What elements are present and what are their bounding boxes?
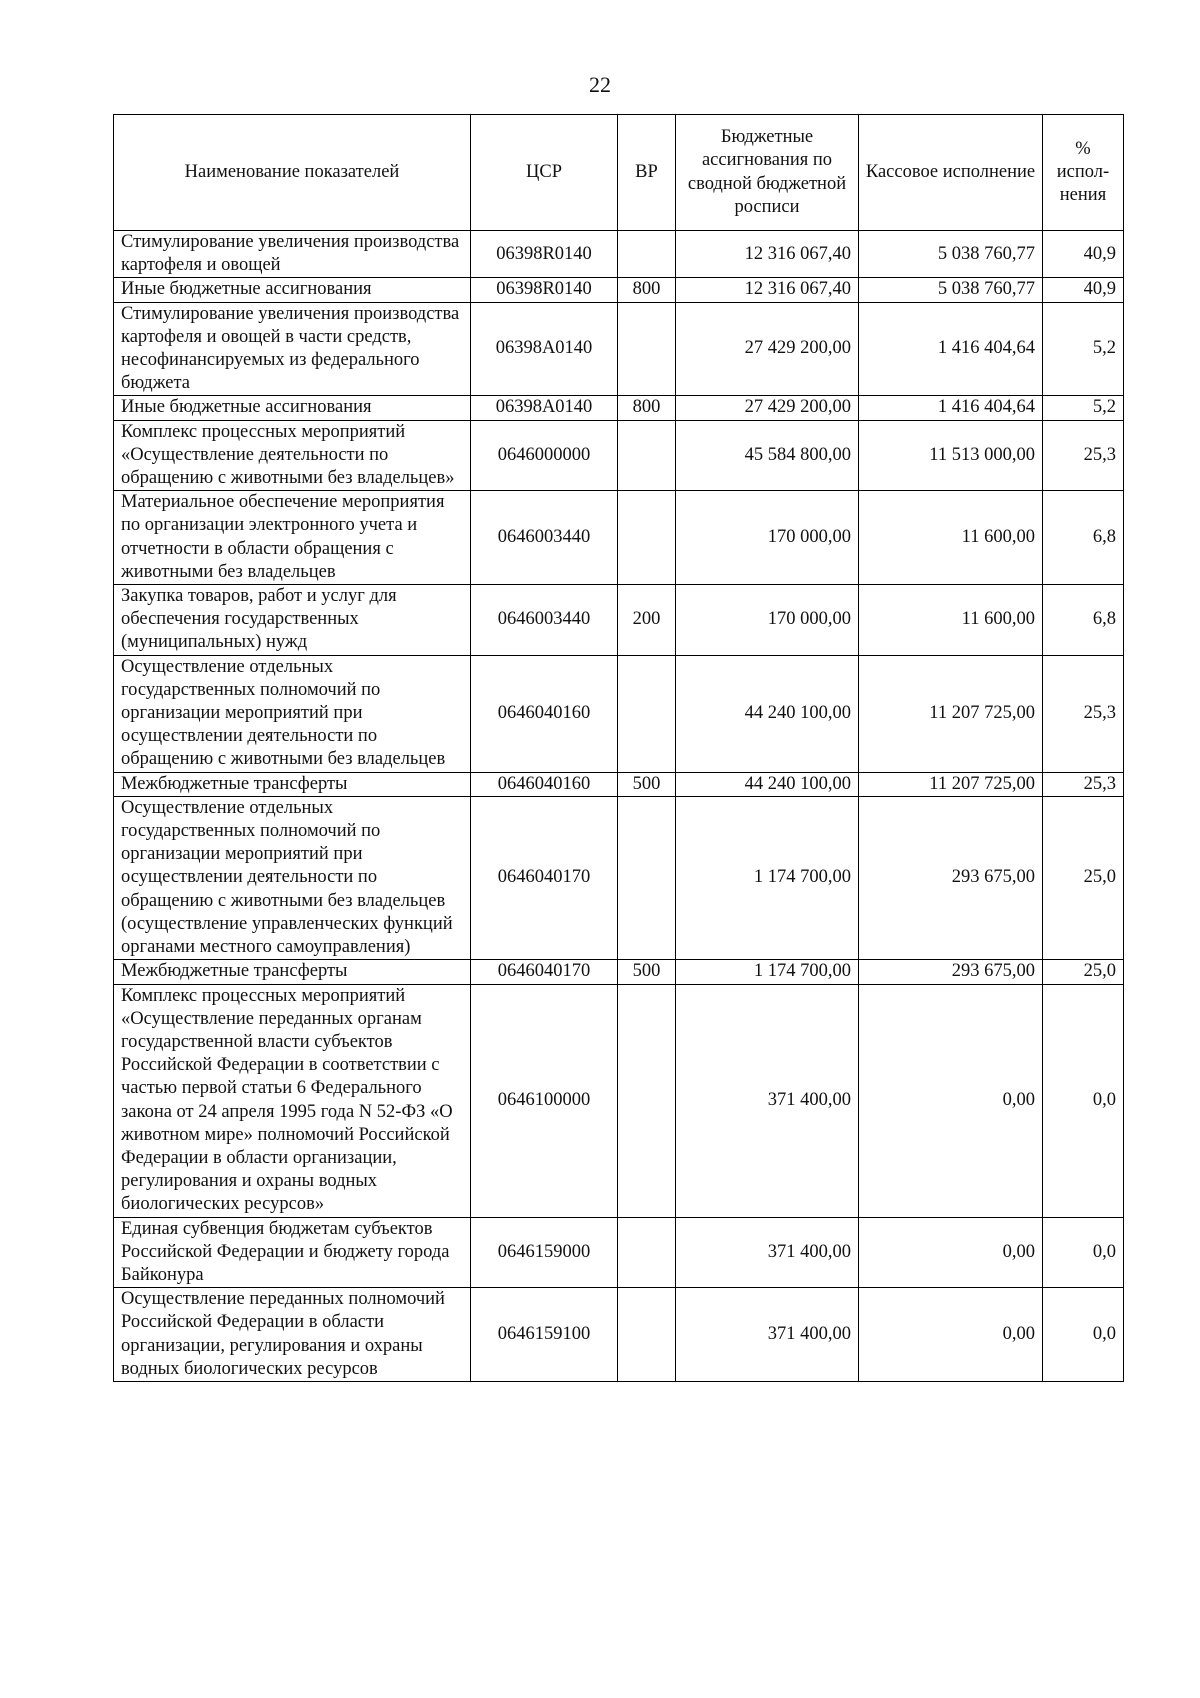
row-vr xyxy=(618,796,676,959)
header-vr: ВР xyxy=(618,115,676,231)
row-vr: 800 xyxy=(618,396,676,420)
header-allocations: Бюджетные ассигнования по сводной бюджетной росписи xyxy=(676,115,859,231)
table-row xyxy=(114,1288,1124,1382)
row-name: Осуществление отдельных государственных полномочий по организации мероприятий при осуществлении деятельности по обращению с животными без владельцев (осуществление управленческих функций органами местного самоуправления) xyxy=(114,796,471,959)
row-vr xyxy=(618,491,676,585)
table-row xyxy=(114,491,1124,585)
row-csr: 0646040170 xyxy=(471,960,618,984)
row-name: Осуществление отдельных государственных полномочий по организации мероприятий при осуществлении деятельности по обращению с животными без владельцев xyxy=(114,655,471,772)
row-percent: 25,0 xyxy=(1043,960,1124,984)
table-row xyxy=(114,396,1124,420)
row-execution: 1 416 404,64 xyxy=(859,396,1043,420)
table-row xyxy=(114,231,1124,278)
row-csr: 0646000000 xyxy=(471,420,618,491)
row-name: Материальное обеспечение мероприятия по организации электронного учета и отчетности в области обращения с животными без владельцев xyxy=(114,491,471,585)
row-execution: 0,00 xyxy=(859,1217,1043,1288)
row-name: Осуществление переданных полномочий Российской Федерации в области организации, регулирования и охраны водных биологических ресурсов xyxy=(114,1288,471,1382)
row-csr: 0646040170 xyxy=(471,796,618,959)
row-csr: 06398A0140 xyxy=(471,302,618,396)
row-vr: 200 xyxy=(618,585,676,656)
row-execution: 1 416 404,64 xyxy=(859,302,1043,396)
row-percent: 0,0 xyxy=(1043,984,1124,1217)
row-csr: 06398A0140 xyxy=(471,396,618,420)
budget-execution-table xyxy=(113,114,1124,1382)
row-allocations: 371 400,00 xyxy=(676,984,859,1217)
row-execution: 11 207 725,00 xyxy=(859,772,1043,796)
row-execution: 11 600,00 xyxy=(859,585,1043,656)
row-percent: 6,8 xyxy=(1043,585,1124,656)
row-allocations: 44 240 100,00 xyxy=(676,655,859,772)
row-name: Иные бюджетные ассигнования xyxy=(114,278,471,302)
table-row xyxy=(114,1217,1124,1288)
row-percent: 25,3 xyxy=(1043,655,1124,772)
row-name: Стимулирование увеличения производства картофеля и овощей в части средств, несофинансируемых из федерального бюджета xyxy=(114,302,471,396)
header-execution: Кассовое исполнение xyxy=(859,115,1043,231)
header-csr: ЦСР xyxy=(471,115,618,231)
row-vr: 800 xyxy=(618,278,676,302)
row-percent: 25,3 xyxy=(1043,420,1124,491)
row-name: Комплекс процессных мероприятий «Осуществление переданных органам государственной власти субъектов Российской Федерации в соответствии с частью первой статьи 6 Федерального закона от 24 апреля 1995 года N 52-ФЗ «О животном мире» полномочий Российской Федерации в области организации, регулирования и охраны водных биологических ресурсов» xyxy=(114,984,471,1217)
row-allocations: 170 000,00 xyxy=(676,585,859,656)
table-row xyxy=(114,278,1124,302)
row-execution: 293 675,00 xyxy=(859,960,1043,984)
row-execution: 5 038 760,77 xyxy=(859,231,1043,278)
row-execution: 11 207 725,00 xyxy=(859,655,1043,772)
row-allocations: 1 174 700,00 xyxy=(676,796,859,959)
header-name: Наименование показателей xyxy=(114,115,471,231)
row-name: Межбюджетные трансферты xyxy=(114,772,471,796)
row-vr: 500 xyxy=(618,960,676,984)
row-execution: 11 600,00 xyxy=(859,491,1043,585)
row-vr xyxy=(618,1288,676,1382)
row-name: Комплекс процессных мероприятий «Осуществление деятельности по обращению с животными без владельцев» xyxy=(114,420,471,491)
row-percent: 0,0 xyxy=(1043,1217,1124,1288)
row-execution: 0,00 xyxy=(859,1288,1043,1382)
row-name: Единая субвенция бюджетам субъектов Российской Федерации и бюджету города Байконура xyxy=(114,1217,471,1288)
row-execution: 0,00 xyxy=(859,984,1043,1217)
table-row xyxy=(114,796,1124,959)
row-percent: 5,2 xyxy=(1043,302,1124,396)
row-csr: 0646003440 xyxy=(471,491,618,585)
row-allocations: 12 316 067,40 xyxy=(676,278,859,302)
row-percent: 5,2 xyxy=(1043,396,1124,420)
row-csr: 0646100000 xyxy=(471,984,618,1217)
row-execution: 293 675,00 xyxy=(859,796,1043,959)
row-vr xyxy=(618,420,676,491)
row-vr xyxy=(618,984,676,1217)
row-percent: 25,3 xyxy=(1043,772,1124,796)
row-vr xyxy=(618,655,676,772)
row-csr: 0646040160 xyxy=(471,772,618,796)
row-name: Стимулирование увеличения производства картофеля и овощей xyxy=(114,231,471,278)
table-row xyxy=(114,984,1124,1217)
row-percent: 0,0 xyxy=(1043,1288,1124,1382)
table-row xyxy=(114,655,1124,772)
row-allocations: 1 174 700,00 xyxy=(676,960,859,984)
row-percent: 40,9 xyxy=(1043,278,1124,302)
row-allocations: 27 429 200,00 xyxy=(676,302,859,396)
page-number: 22 xyxy=(589,72,611,97)
row-csr: 0646159100 xyxy=(471,1288,618,1382)
table-row xyxy=(114,302,1124,396)
row-allocations: 27 429 200,00 xyxy=(676,396,859,420)
row-name: Иные бюджетные ассигнования xyxy=(114,396,471,420)
row-allocations: 371 400,00 xyxy=(676,1288,859,1382)
table-row xyxy=(114,585,1124,656)
table-header-row xyxy=(114,115,1124,231)
row-name: Закупка товаров, работ и услуг для обеспечения государственных (муниципальных) нужд xyxy=(114,585,471,656)
table-row xyxy=(114,960,1124,984)
row-percent: 6,8 xyxy=(1043,491,1124,585)
table-row xyxy=(114,772,1124,796)
row-allocations: 170 000,00 xyxy=(676,491,859,585)
row-csr: 0646003440 xyxy=(471,585,618,656)
header-percent: % испол-нения xyxy=(1043,115,1124,231)
row-percent: 40,9 xyxy=(1043,231,1124,278)
row-allocations: 12 316 067,40 xyxy=(676,231,859,278)
row-csr: 0646040160 xyxy=(471,655,618,772)
row-allocations: 45 584 800,00 xyxy=(676,420,859,491)
row-allocations: 371 400,00 xyxy=(676,1217,859,1288)
row-csr: 0646159000 xyxy=(471,1217,618,1288)
row-vr xyxy=(618,231,676,278)
row-csr: 06398R0140 xyxy=(471,231,618,278)
row-execution: 5 038 760,77 xyxy=(859,278,1043,302)
row-vr xyxy=(618,302,676,396)
row-csr: 06398R0140 xyxy=(471,278,618,302)
row-allocations: 44 240 100,00 xyxy=(676,772,859,796)
row-execution: 11 513 000,00 xyxy=(859,420,1043,491)
row-vr: 500 xyxy=(618,772,676,796)
table-row xyxy=(114,420,1124,491)
row-percent: 25,0 xyxy=(1043,796,1124,959)
row-name: Межбюджетные трансферты xyxy=(114,960,471,984)
row-vr xyxy=(618,1217,676,1288)
